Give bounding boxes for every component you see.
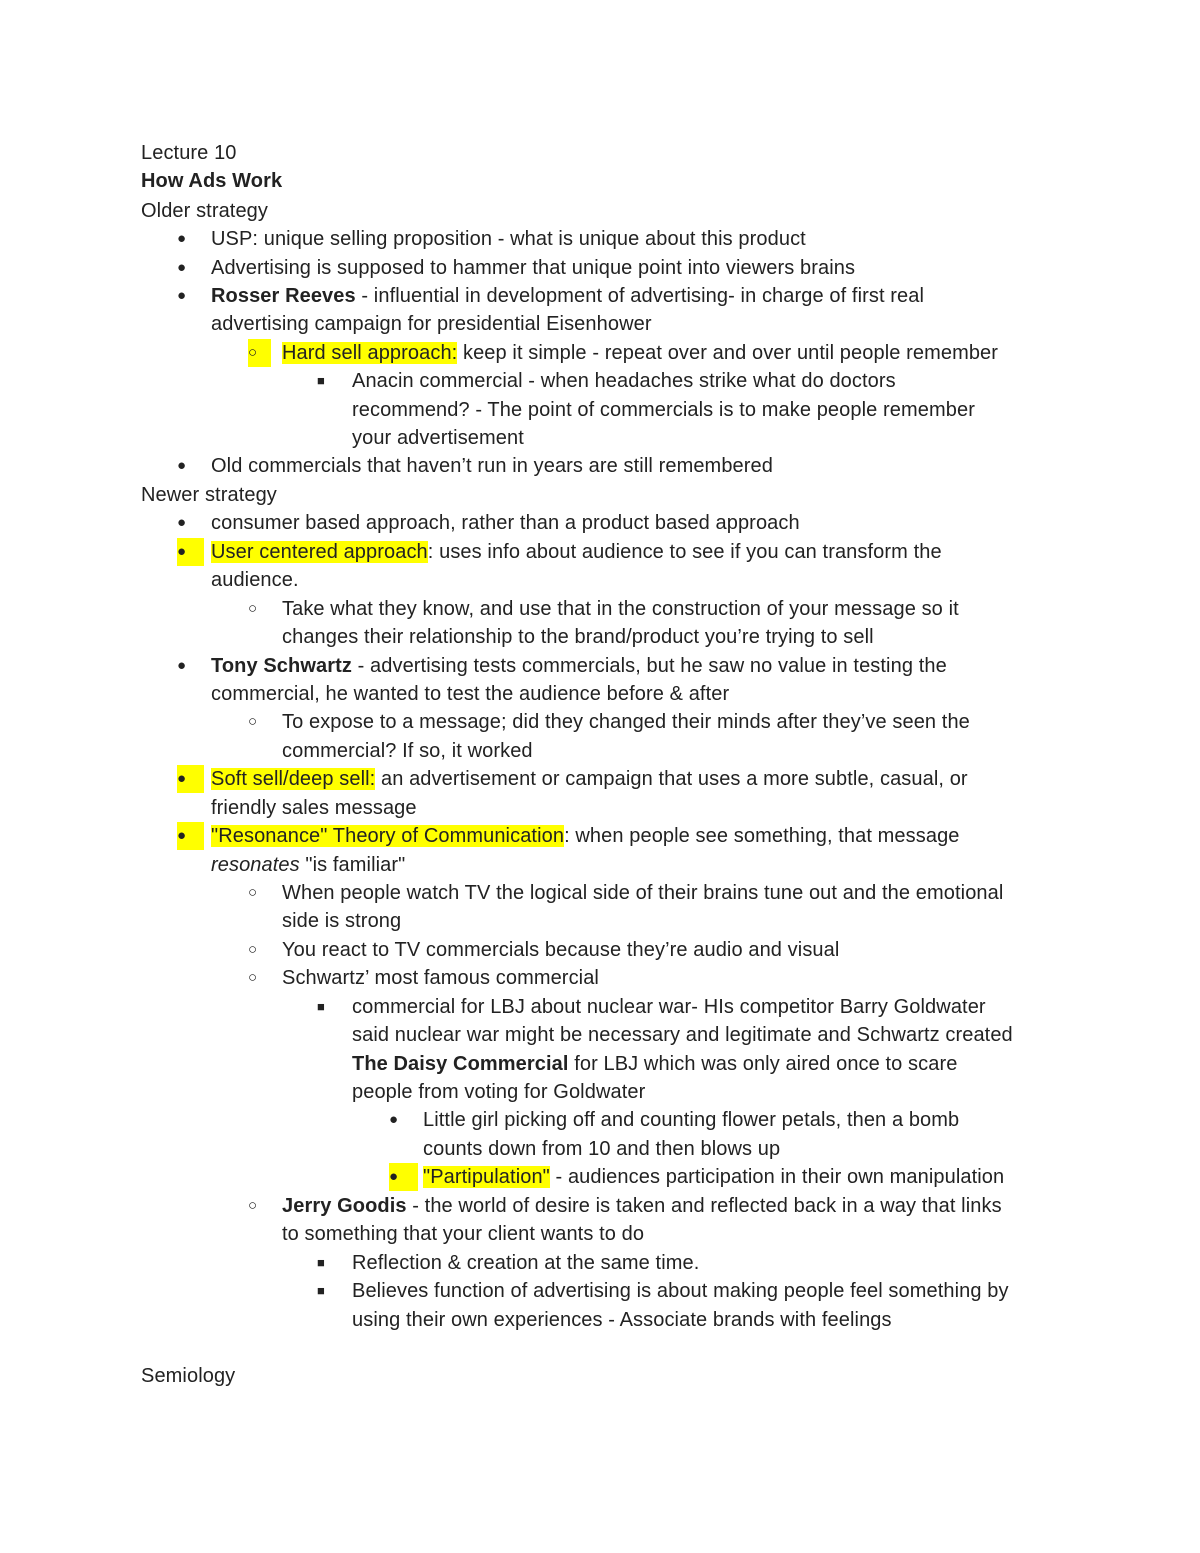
bullet-marker: ●: [177, 657, 187, 674]
bullet-marker: ●: [177, 287, 187, 304]
list-item-expose: To expose to a message; did they changed their minds after they’ve seen the: [282, 711, 970, 733]
list-item-believes: Believes function of advertising is about making people feel something by: [352, 1280, 1009, 1302]
list-item-lbj-cont: said nuclear war might be necessary and legitimate and Schwartz created: [352, 1024, 1013, 1046]
bullet-marker: ●: [177, 822, 204, 850]
bullet-marker: ●: [177, 230, 187, 247]
bullet-marker: ●: [177, 514, 187, 531]
bullet-marker: ●: [177, 765, 204, 793]
circle-marker: ○: [248, 969, 258, 986]
circle-marker: ○: [248, 339, 271, 367]
list-item-lbj: commercial for LBJ about nuclear war- HIs competitor Barry Goldwater: [352, 996, 986, 1018]
list-item-reeves: Rosser Reeves - influential in development of advertising- in charge of first real: [211, 285, 925, 307]
list-item-goodis: Jerry Goodis - the world of desire is taken and reflected back in a way that links: [282, 1195, 1002, 1217]
list-item-famous: Schwartz’ most famous commercial: [282, 967, 599, 989]
list-item-anacin-cont: your advertisement: [352, 427, 524, 449]
bullet-marker: ●: [177, 457, 187, 474]
bullet-marker: ●: [177, 538, 204, 566]
list-item-hard-sell: Hard sell approach: keep it simple - repeat over and over until people remember: [282, 342, 999, 364]
list-item-resonance: "Resonance" Theory of Communication: when people see something, that message: [211, 825, 960, 847]
list-item-soft-sell: Soft sell/deep sell: an advertisement or campaign that uses a more subtle, casual, or: [211, 768, 968, 790]
list-item-old-commercials: Old commercials that haven’t run in years are still remembered: [211, 455, 773, 477]
older-strategy-heading: Older strategy: [141, 200, 269, 222]
circle-marker: ○: [248, 941, 258, 958]
list-item-expose-cont: commercial? If so, it worked: [282, 740, 533, 762]
document-title: How Ads Work: [141, 170, 283, 192]
circle-marker: ○: [248, 713, 258, 730]
list-item-user-centered-cont: audience.: [211, 569, 299, 591]
circle-marker: ○: [248, 1197, 258, 1214]
square-marker: ■: [317, 1283, 325, 1298]
square-marker: ■: [317, 1255, 325, 1270]
square-marker: ■: [317, 999, 325, 1014]
list-item-lbj-cont: people from voting for Goldwater: [352, 1081, 646, 1103]
list-item-usp: USP: unique selling proposition - what is unique about this product: [211, 228, 806, 250]
list-item-believes-cont: using their own experiences - Associate brands with feelings: [352, 1309, 892, 1331]
list-item-consumer: consumer based approach, rather than a product based approach: [211, 512, 800, 534]
list-item-girl: Little girl picking off and counting flower petals, then a bomb: [423, 1109, 960, 1131]
list-item-schwartz: Tony Schwartz - advertising tests commercials, but he saw no value in testing the: [211, 655, 947, 677]
lecture-label: Lecture 10: [141, 142, 237, 164]
bullet-marker: ●: [177, 259, 187, 276]
list-item-hammer: Advertising is supposed to hammer that unique point into viewers brains: [211, 257, 856, 279]
list-item-user-centered: User centered approach: uses info about audience to see if you can transform the: [211, 541, 942, 563]
list-item-soft-sell-cont: friendly sales message: [211, 797, 417, 819]
list-item-anacin: Anacin commercial - when headaches strike what do doctors: [352, 370, 896, 392]
list-item-react: You react to TV commercials because they’re audio and visual: [282, 939, 840, 961]
list-item-anacin-cont: recommend? - The point of commercials is to make people remember: [352, 399, 975, 421]
circle-marker: ○: [248, 600, 258, 617]
list-item-lbj-cont: The Daisy Commercial for LBJ which was only aired once to scare: [352, 1053, 958, 1075]
list-item-goodis-cont: to something that your client wants to do: [282, 1223, 645, 1245]
list-item-partipulation: "Partipulation" - audiences participation in their own manipulation: [423, 1166, 1005, 1188]
list-item-schwartz-cont: commercial, he wanted to test the audience before & after: [211, 683, 730, 705]
semiology-heading: Semiology: [141, 1365, 236, 1387]
bullet-marker: ●: [389, 1111, 399, 1128]
list-item-tv-cont: side is strong: [282, 910, 402, 932]
list-item-resonance-cont: resonates "is familiar": [211, 854, 406, 876]
list-item-tv: When people watch TV the logical side of their brains tune out and the emotional: [282, 882, 1004, 904]
circle-marker: ○: [248, 884, 258, 901]
list-item-reflection: Reflection & creation at the same time.: [352, 1252, 700, 1274]
list-item-girl-cont: counts down from 10 and then blows up: [423, 1138, 781, 1160]
newer-strategy-heading: Newer strategy: [141, 484, 277, 506]
list-item-take: Take what they know, and use that in the construction of your message so it: [282, 598, 959, 620]
square-marker: ■: [317, 373, 325, 388]
list-item-reeves-cont: advertising campaign for presidential Eisenhower: [211, 313, 652, 335]
bullet-marker: ●: [389, 1163, 418, 1191]
list-item-take-cont: changes their relationship to the brand/product you’re trying to sell: [282, 626, 874, 648]
